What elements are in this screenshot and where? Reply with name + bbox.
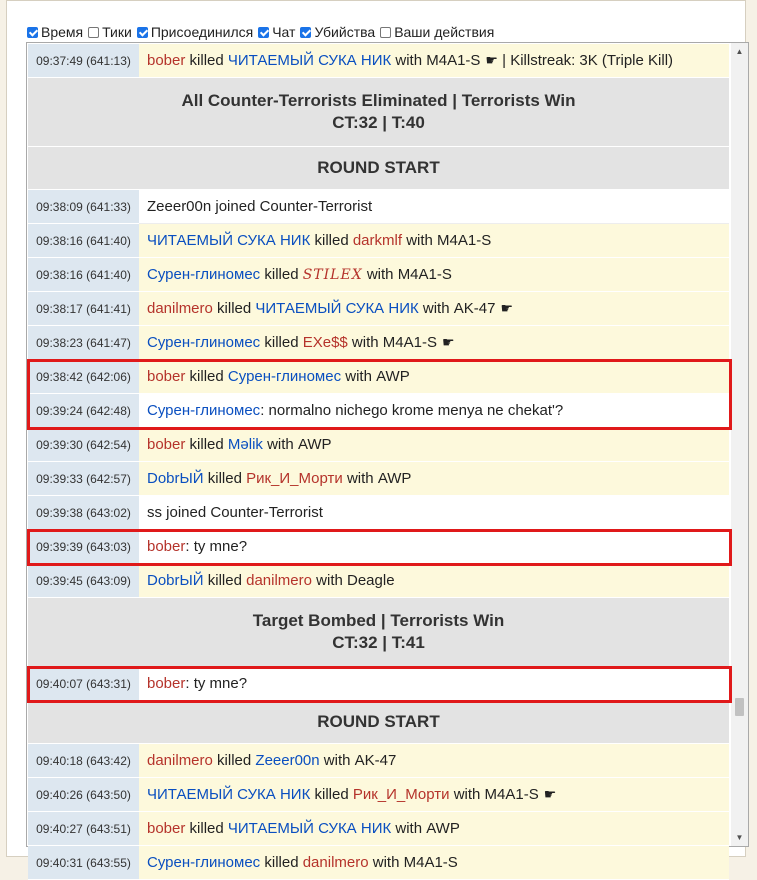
kill-row — [28, 812, 729, 846]
chat-text: : normalno nichego krome menya ne chekat'? — [260, 402, 564, 419]
kill-row — [28, 44, 729, 78]
with-word: with — [391, 52, 427, 69]
weapon-name: M4A1-S — [403, 854, 458, 871]
event-time: 09:38:23 (641:47) — [28, 326, 139, 360]
with-word: with — [402, 232, 438, 249]
kill-row — [28, 564, 729, 598]
victim-name[interactable]: Рик_И_Морти — [352, 786, 450, 803]
event-message — [139, 667, 729, 701]
victim-name[interactable]: Рик_И_Морти — [246, 470, 343, 487]
player-name[interactable]: bober — [147, 675, 186, 692]
weapon-name: M4A1-S — [484, 786, 539, 803]
filter-label: Ваши действия — [394, 24, 495, 40]
event-message — [139, 778, 729, 812]
with-word: with — [391, 820, 427, 837]
victim-name[interactable]: danilmero — [302, 854, 369, 871]
filter-label: Тики — [102, 24, 132, 40]
event-message — [139, 326, 729, 360]
weapon-name: AK-47 — [453, 300, 496, 317]
event-time: 09:40:07 (643:31) — [28, 667, 139, 701]
join-text: Zeeer00n joined Counter-Terrorist — [147, 198, 373, 215]
event-time: 09:38:16 (641:40) — [28, 224, 139, 258]
weapon-name: AWP — [297, 436, 332, 453]
killed-word: killed — [185, 52, 228, 69]
event-message — [139, 258, 729, 292]
kill-row — [28, 846, 729, 880]
with-word: with — [368, 854, 404, 871]
event-time: 09:37:49 (641:13) — [28, 44, 139, 78]
kill-row — [28, 224, 729, 258]
killer-name[interactable]: ЧИТАЕМЫЙ СУКА НИК — [147, 232, 311, 249]
event-message — [139, 44, 729, 78]
event-time: 09:40:26 (643:50) — [28, 778, 139, 812]
event-time: 09:39:39 (643:03) — [28, 530, 139, 564]
filter-0[interactable] — [27, 24, 83, 40]
with-word: with — [449, 786, 485, 803]
killed-word: killed — [185, 368, 228, 385]
filter-label: Присоединился — [150, 24, 254, 40]
filter-checkbox[interactable] — [27, 27, 38, 38]
filter-checkbox[interactable] — [258, 27, 269, 38]
filter-3[interactable] — [258, 24, 295, 40]
headshot-icon: ☛ — [485, 52, 498, 68]
filter-4[interactable] — [300, 24, 375, 40]
killed-word: killed — [260, 854, 303, 871]
headshot-icon: ☛ — [441, 334, 455, 350]
kill-row — [28, 360, 729, 394]
weapon-name: M4A1-S — [397, 266, 452, 283]
filter-checkbox[interactable] — [300, 27, 311, 38]
weapon-name: M4A1-S — [426, 52, 481, 69]
event-message — [139, 496, 729, 530]
headshot-icon: ☛ — [500, 300, 513, 316]
killed-word: killed — [260, 266, 303, 283]
killer-name[interactable]: ЧИТАЕМЫЙ СУКА НИК — [147, 786, 311, 803]
round-banner — [28, 701, 729, 744]
kill-row — [28, 326, 729, 360]
event-time: 09:39:33 (642:57) — [28, 462, 139, 496]
scroll-down-arrow[interactable]: ▼ — [735, 833, 744, 842]
kill-row — [28, 428, 729, 462]
filter-5[interactable] — [380, 24, 494, 40]
kill-row — [28, 778, 729, 812]
killed-word: killed — [310, 232, 353, 249]
event-message — [139, 846, 729, 880]
chat-row — [28, 667, 729, 701]
round-banner — [28, 147, 729, 190]
banner-score: CT:32 | T:41 — [332, 633, 425, 652]
weapon-name: AWP — [377, 470, 412, 487]
with-word: with — [311, 572, 347, 589]
event-message — [139, 462, 729, 496]
killstreak-text: | Killstreak: 3K (Triple Kill) — [497, 52, 674, 69]
event-message — [139, 292, 729, 326]
killer-name[interactable]: Сурен-глиномес — [147, 266, 261, 283]
round-banner — [28, 598, 729, 667]
kill-log-panel — [6, 0, 746, 871]
killed-word: killed — [185, 820, 228, 837]
killed-word: killed — [185, 436, 228, 453]
with-word: with — [341, 368, 377, 385]
filter-checkbox[interactable] — [380, 27, 391, 38]
event-log-rows — [28, 44, 729, 880]
killer-name[interactable]: danilmero — [147, 752, 213, 769]
banner-title: All Counter-Terrorists Eliminated | Terrorists Win — [181, 91, 576, 110]
weapon-name: M4A1-S — [437, 232, 492, 249]
victim-name[interactable]: danilmero — [246, 572, 312, 589]
with-word: with — [362, 266, 398, 283]
victim-name[interactable]: darkmlf — [352, 232, 403, 249]
event-message — [139, 360, 729, 394]
chat-row — [28, 394, 729, 428]
event-time: 09:39:38 (643:02) — [28, 496, 139, 530]
event-message — [139, 190, 729, 224]
kill-row — [28, 462, 729, 496]
event-time: 09:39:24 (642:48) — [28, 394, 139, 428]
killed-word: killed — [212, 300, 256, 317]
victim-name[interactable]: STILEX — [302, 266, 363, 283]
log-filter-bar — [27, 22, 499, 42]
event-time: 09:38:17 (641:41) — [28, 292, 139, 326]
event-message — [139, 394, 729, 428]
filter-checkbox[interactable] — [137, 27, 148, 38]
weapon-name: Deagle — [347, 572, 395, 589]
chat-text: : ty mne? — [185, 675, 248, 692]
killer-name[interactable]: bober — [147, 52, 186, 69]
killer-name[interactable]: bober — [147, 820, 186, 837]
chat-text: : ty mne? — [185, 538, 248, 555]
event-time: 09:38:16 (641:40) — [28, 258, 139, 292]
killer-name[interactable]: Сурен-глиномес — [147, 854, 261, 871]
victim-name[interactable]: Məlik — [227, 436, 263, 453]
killed-word: killed — [260, 334, 303, 351]
event-message — [139, 224, 729, 258]
killer-name[interactable]: bober — [147, 368, 186, 385]
scroll-up-arrow[interactable]: ▲ — [735, 47, 744, 56]
killer-name[interactable]: danilmero — [147, 300, 213, 317]
player-name[interactable]: Сурен-глиномес — [147, 402, 261, 419]
event-time: 09:40:18 (643:42) — [28, 744, 139, 778]
killer-name[interactable]: bober — [147, 436, 186, 453]
killer-name[interactable]: DobrЫЙ — [147, 572, 204, 589]
filter-label: Чат — [272, 24, 296, 40]
round-banner — [28, 78, 729, 147]
join-text: ss joined Counter-Terrorist — [147, 504, 323, 521]
event-time: 09:38:42 (642:06) — [28, 360, 139, 394]
banner-score: CT:32 | T:40 — [332, 113, 425, 132]
event-message — [139, 812, 729, 846]
scrollbar[interactable] — [731, 43, 748, 846]
with-word: with — [347, 334, 383, 351]
with-word: with — [418, 300, 454, 317]
banner-title: Target Bombed | Terrorists Win — [252, 611, 505, 630]
victim-name[interactable]: Сурен-глиномес — [227, 368, 342, 385]
player-name[interactable]: bober — [147, 538, 186, 555]
event-log[interactable] — [26, 42, 749, 871]
weapon-name: AWP — [376, 368, 410, 385]
filter-label: Время — [41, 24, 84, 40]
event-time: 09:40:27 (643:51) — [28, 812, 139, 846]
kill-row — [28, 258, 729, 292]
event-time: 09:38:09 (641:33) — [28, 190, 139, 224]
killer-name[interactable]: DobrЫЙ — [147, 470, 204, 487]
killed-word: killed — [203, 470, 247, 487]
event-time: 09:39:30 (642:54) — [28, 428, 139, 462]
banner-title: ROUND START — [317, 158, 440, 177]
with-word: with — [262, 436, 298, 453]
join-row — [28, 496, 729, 530]
killed-word: killed — [212, 752, 256, 769]
event-time: 09:39:45 (643:09) — [28, 564, 139, 598]
filter-2[interactable] — [137, 24, 253, 40]
victim-name[interactable]: ЧИТАЕМЫЙ СУКА НИК — [227, 820, 392, 837]
scroll-thumb[interactable] — [735, 698, 744, 716]
event-message — [139, 564, 729, 598]
weapon-name: AWP — [426, 820, 460, 837]
kill-row — [28, 292, 729, 326]
event-time: 09:40:31 (643:55) — [28, 846, 139, 880]
with-word: with — [342, 470, 378, 487]
join-row — [28, 190, 729, 224]
event-message — [139, 428, 729, 462]
killed-word: killed — [203, 572, 247, 589]
filter-checkbox[interactable] — [88, 27, 99, 38]
victim-name[interactable]: ЧИТАЕМЫЙ СУКА НИК — [227, 52, 392, 69]
victim-name[interactable]: EXe$$ — [302, 334, 348, 351]
filter-label: Убийства — [314, 24, 376, 40]
chat-row — [28, 530, 729, 564]
banner-title: ROUND START — [317, 712, 440, 731]
weapon-name: M4A1-S — [382, 334, 437, 351]
kill-row — [28, 744, 729, 778]
killer-name[interactable]: Сурен-глиномес — [147, 334, 261, 351]
event-message — [139, 744, 729, 778]
event-message — [139, 530, 729, 564]
victim-name[interactable]: Zeeer00n — [255, 752, 320, 769]
victim-name[interactable]: ЧИТАЕМЫЙ СУКА НИК — [255, 300, 419, 317]
killed-word: killed — [310, 786, 353, 803]
headshot-icon: ☛ — [543, 786, 557, 802]
with-word: with — [319, 752, 355, 769]
weapon-name: AK-47 — [354, 752, 397, 769]
filter-1[interactable] — [88, 24, 132, 40]
